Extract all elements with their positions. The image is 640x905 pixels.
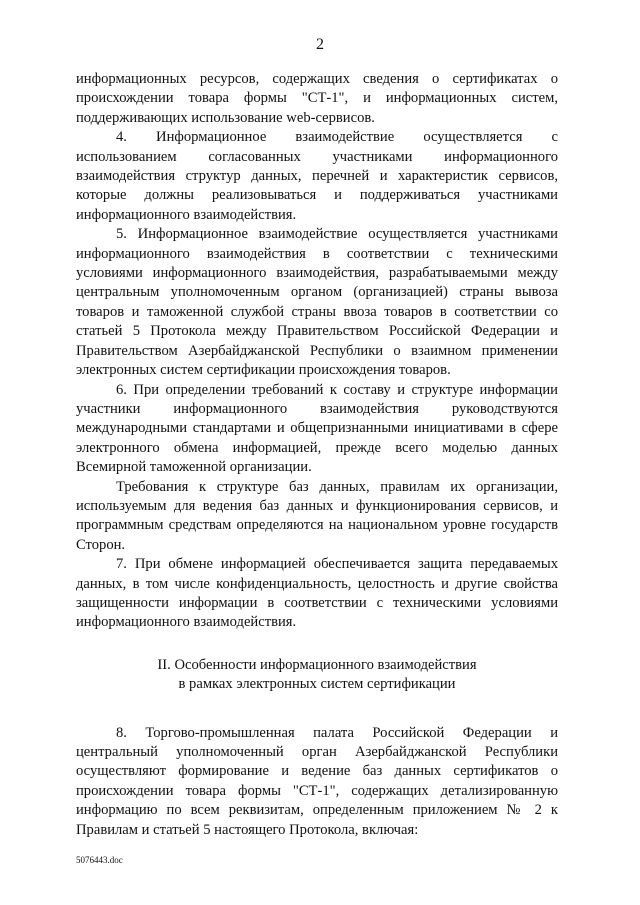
paragraph-6-requirements: Требования к структуре баз данных, правилам их организации, используемым для ведения баз данных и функционирования сервисов, и программным средствам определяются на национальном уровне государств Сторон.	[76, 478, 558, 553]
document-file-code: 5076443.doc	[76, 855, 123, 865]
page-number: 2	[316, 36, 324, 53]
section-heading-line-1: II. Особенности информационного взаимодействия	[157, 656, 477, 673]
section-heading	[76, 656, 558, 695]
document-body	[76, 70, 558, 840]
paragraph-4: 4. Информационное взаимодействие осуществляется с использованием согласованных участниками информационного взаимодействия структур данных, перечней и характеристик сервисов, которые должны реализовываться и поддерживаться участниками информационного взаимодействия.	[76, 129, 558, 223]
paragraph-6: 6. При определении требований к составу и структуре информации участники информационного взаимодействия руководствуются международными стандартами и общепризнанными инициативами в сфере электронного обмена информацией, прежде всего моделью данных Всемирной таможенной организации.	[76, 381, 558, 476]
paragraph-7: 7. При обмене информацией обеспечивается защита передаваемых данных, в том числе конфиденциальность, целостность и другие свойства защищенности информации в соответствии с техническими условиями информационного взаимодействия.	[76, 556, 558, 631]
paragraph-continuation: информационных ресурсов, содержащих сведения о сертификатах о происхождении товара формы "СТ-1", и информационных систем, поддерживающих использование web-сервисов.	[76, 71, 558, 126]
section-heading-line-2: в рамках электронных систем сертификации	[178, 676, 456, 693]
paragraph-5: 5. Информационное взаимодействие осуществляется участниками информационного взаимодействия в соответствии с техническими условиями информационного взаимодействия, разрабатываемыми между центральным уполномоченным органом (организацией) страны вывоза товаров и таможенной службой страны ввоза товаров в соответствии со статьей 5 Протокола между Правительством Российской Федерации и Правительством Азербайджанской Республики о взаимном применении электронных систем сертификации происхождения товаров.	[76, 226, 558, 379]
paragraph-8: 8. Торгово-промышленная палата Российской Федерации и центральный уполномоченный орган Азербайджанской Республики осуществляют формирование и ведение баз данных сертификатов о происхождении товара формы "СТ-1", содержащих детализированную информацию по всем реквизитам, определенным приложением № 2 к Правилам и статьей 5 настоящего Протокола, включая:	[76, 724, 558, 838]
